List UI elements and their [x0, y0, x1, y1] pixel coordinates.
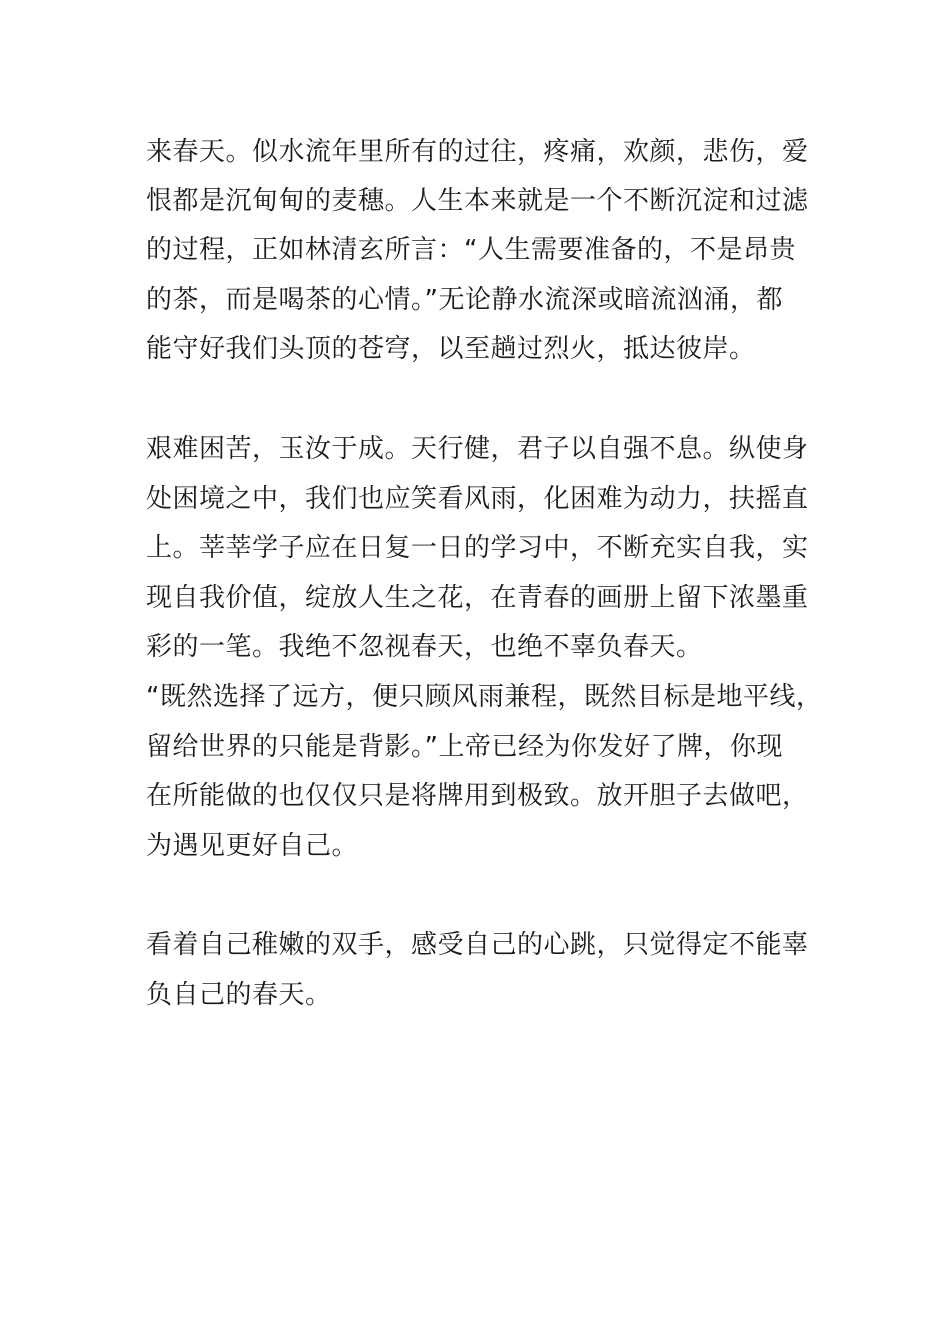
paragraph-1-line-5: 能守好我们头顶的苍穹，以至趟过烈火，抵达彼岸。: [146, 334, 756, 364]
paragraph-1-line-4: 的茶，而是喝茶的心情。”无论静水流深或暗流汹涌，都: [146, 285, 783, 315]
paragraph-1-line-3: 的过程，正如林清玄所言：“人生需要准备的，不是昂贵: [146, 235, 796, 265]
paragraph-2-line-2: 处困境之中，我们也应笑看风雨，化困难为动力，扶摇直: [146, 484, 809, 514]
paragraph-1-line-2: 恨都是沉甸甸的麦穗。人生本来就是一个不断沉淀和过滤: [146, 186, 809, 216]
paragraph-2-line-5: 彩的一笔。我绝不忽视春天，也绝不辜负春天。: [146, 632, 703, 662]
paragraph-1-line-1: 来春天。似水流年里所有的过往，疼痛，欢颜，悲伤，爱: [146, 137, 809, 167]
paragraph-3-line-2: 留给世界的只能是背影。”上帝已经为你发好了牌，你现: [146, 732, 783, 762]
paragraph-2-line-4: 现自我价值，绽放人生之花，在青春的画册上留下浓墨重: [146, 583, 809, 613]
paragraph-3-line-3: 在所能做的也仅仅只是将牌用到极致。放开胆子去做吧，: [146, 781, 809, 811]
paragraph-3-line-1: “既然选择了远方，便只顾风雨兼程，既然目标是地平线，: [146, 682, 823, 712]
paragraph-2-line-3: 上。莘莘学子应在日复一日的学习中，不断充实自我，实: [146, 533, 809, 563]
paragraph-4-line-2: 负自己的春天。: [146, 980, 332, 1010]
paragraph-4-line-1: 看着自己稚嫩的双手，感受自己的心跳，只觉得定不能辜: [146, 930, 809, 960]
paragraph-3-line-4: 为遇见更好自己。: [146, 831, 359, 861]
paragraph-2-line-1: 艰难困苦，玉汝于成。天行健，君子以自强不息。纵使身: [146, 434, 809, 464]
